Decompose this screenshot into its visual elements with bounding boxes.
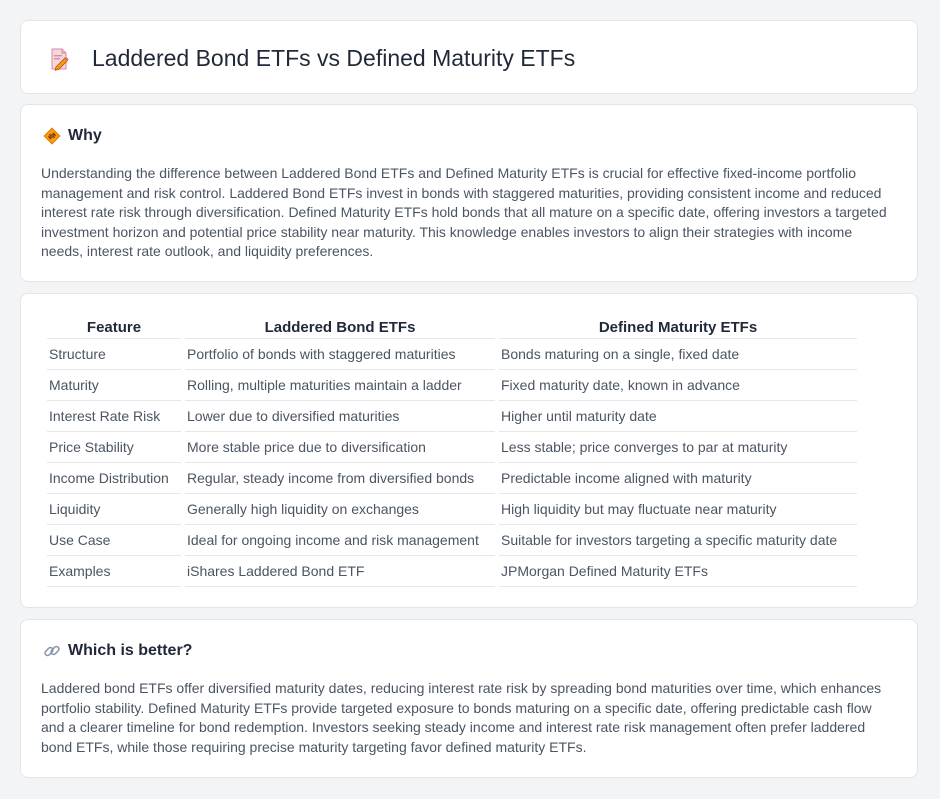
row-defined: Predictable income aligned with maturity [499, 463, 857, 494]
comparison-table [43, 316, 861, 587]
title-card [20, 20, 918, 94]
link-icon [43, 642, 61, 660]
header-defined: Defined Maturity ETFs [499, 316, 857, 339]
row-defined: Bonds maturing on a single, fixed date [499, 339, 857, 370]
row-laddered: Generally high liquidity on exchanges [185, 494, 495, 525]
table-row [47, 339, 857, 370]
row-laddered: Regular, steady income from diversified bonds [185, 463, 495, 494]
row-laddered: Lower due to diversified maturities [185, 401, 495, 432]
comparison-section [20, 293, 918, 608]
row-feature: Examples [47, 556, 181, 587]
row-laddered: More stable price due to diversification [185, 432, 495, 463]
header-feature: Feature [47, 316, 181, 339]
table-row [47, 556, 857, 587]
document-pencil-icon [47, 47, 71, 71]
row-laddered: Ideal for ongoing income and risk management [185, 525, 495, 556]
row-feature: Liquidity [47, 494, 181, 525]
row-defined: Higher until maturity date [499, 401, 857, 432]
which-is-better-section [20, 619, 918, 778]
table-row [47, 370, 857, 401]
page-title: Laddered Bond ETFs vs Defined Maturity ETFs [92, 45, 576, 71]
why-heading: Why [68, 127, 102, 144]
row-defined: Fixed maturity date, known in advance [499, 370, 857, 401]
row-defined: JPMorgan Defined Maturity ETFs [499, 556, 857, 587]
why-body: Understanding the difference between Laddered Bond ETFs and Defined Maturity ETFs is crucial for effective fixed-income portfolio management and risk control. Laddered Bond ETFs invest in bonds with staggered maturities, providing consistent income and reduced interest rate risk through diversification. Defined Maturity ETFs hold bonds that all mature on a specific date, offering investors a targeted investment horizon and potential price stability near maturity. This knowledge enables investors to align their strategies with income needs, interest rate outlook, and liquidity preferences. [41, 165, 887, 259]
table-row [47, 494, 857, 525]
why-section [20, 104, 918, 282]
table-header-row [47, 316, 857, 339]
better-body: Laddered bond ETFs offer diversified maturity dates, reducing interest rate risk by spreading bond maturities over time, which enhances portfolio stability. Defined Maturity ETFs provide targeted exposure to bonds maturing on a specific date, offering predictable cash flow and a clearer timeline for bond redemption. Investors seeking steady income and interest rate risk management often prefer laddered bond ETFs, while those requiring precise maturity targeting favor defined maturity ETFs. [41, 680, 882, 755]
row-feature: Maturity [47, 370, 181, 401]
diamond-sign-icon [43, 127, 61, 145]
table-row [47, 463, 857, 494]
row-defined: Less stable; price converges to par at maturity [499, 432, 857, 463]
table-row [47, 525, 857, 556]
better-heading: Which is better? [68, 642, 193, 659]
row-feature: Use Case [47, 525, 181, 556]
row-feature: Structure [47, 339, 181, 370]
table-row [47, 432, 857, 463]
row-defined: High liquidity but may fluctuate near maturity [499, 494, 857, 525]
row-feature: Price Stability [47, 432, 181, 463]
row-feature: Interest Rate Risk [47, 401, 181, 432]
row-laddered: Rolling, multiple maturities maintain a ladder [185, 370, 495, 401]
table-row [47, 401, 857, 432]
row-feature: Income Distribution [47, 463, 181, 494]
row-laddered: iShares Laddered Bond ETF [185, 556, 495, 587]
header-laddered: Laddered Bond ETFs [185, 316, 495, 339]
row-laddered: Portfolio of bonds with staggered maturities [185, 339, 495, 370]
row-defined: Suitable for investors targeting a specific maturity date [499, 525, 857, 556]
